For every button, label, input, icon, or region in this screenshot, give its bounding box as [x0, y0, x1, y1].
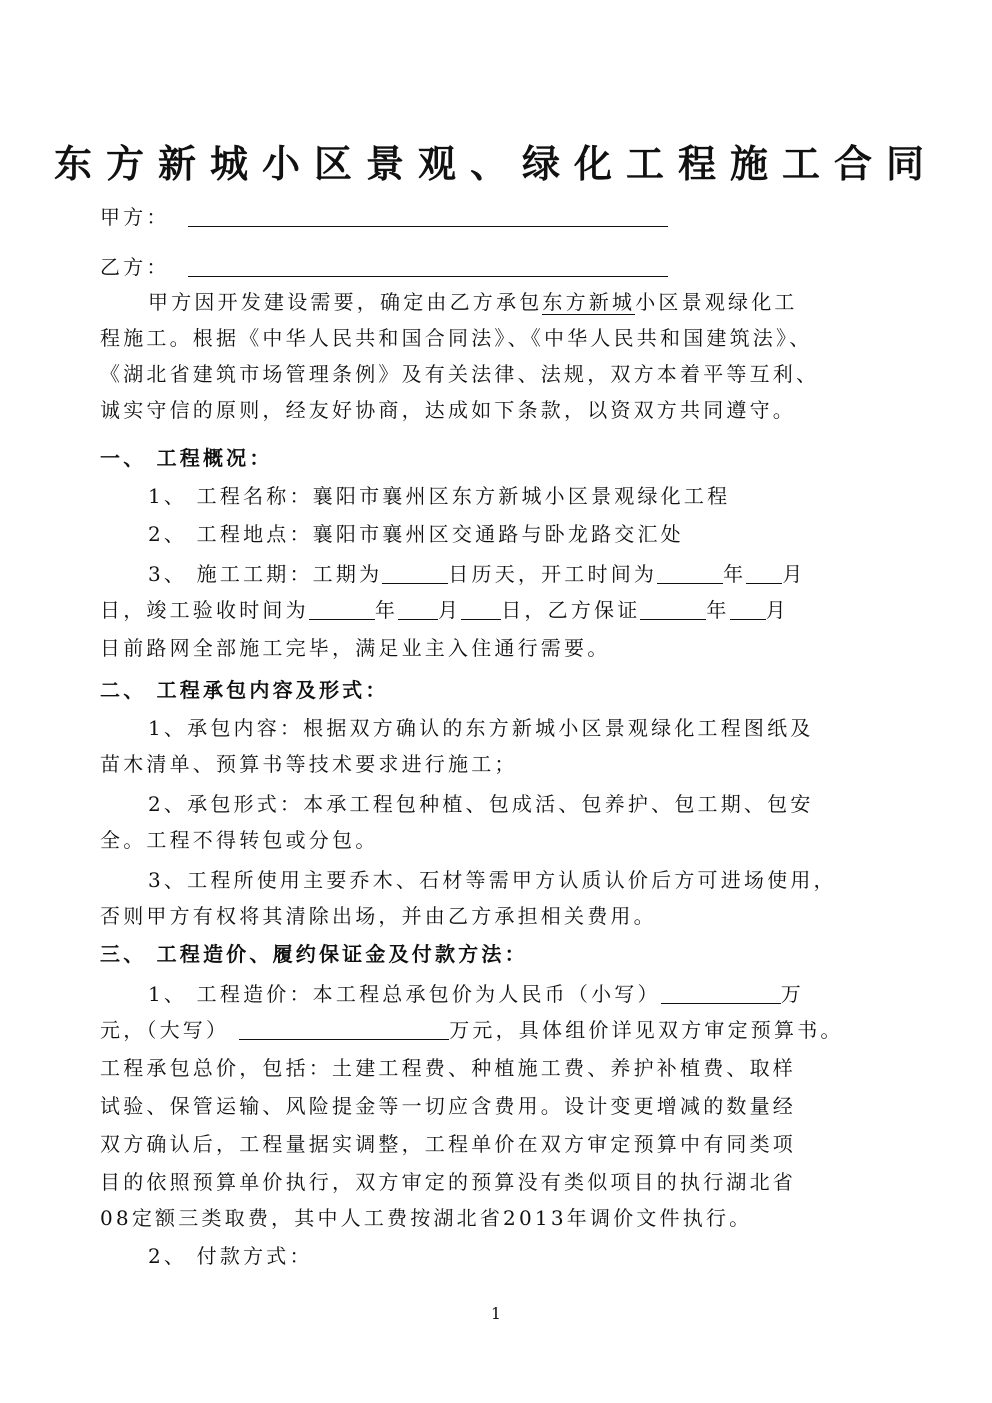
price-numeric-blank[interactable] — [661, 983, 781, 1004]
form-item-line-1: 2、承包形式：本承工程包种植、包成活、包养护、包工期、包安 — [148, 792, 814, 816]
scope-item-line-1: 1、承包内容：根据双方确认的东方新城小区景观绿化工程图纸及 — [148, 716, 814, 740]
price-item-line-4: 试验、保管运输、风险提金等一切应含费用。设计变更增减的数量经 — [100, 1094, 796, 1118]
price-item-line-3: 工程承包总价，包括：土建工程费、种植施工费、养护补植费、取样 — [100, 1056, 796, 1080]
price-item-line-2: 元，（大写） 万元，具体组价详见双方审定预算书。 — [100, 1018, 844, 1042]
intro-line-2: 程施工。根据《中华人民共和国合同法》、《中华人民共和国建筑法》、 — [100, 326, 813, 350]
schedule-item-line-1: 3、 施工工期：工期为 日历天，开工时间为 年 月 — [148, 562, 806, 586]
project-name-item: 1、 工程名称：襄阳市襄州区东方新城小区景观绿化工程 — [148, 484, 731, 508]
section-2-title: 二、 工程承包内容及形式： — [100, 678, 389, 702]
schedule-item-line-2: 日，竣工验收时间为 年 月 日，乙方保证 年 月 — [100, 598, 789, 622]
form-item-line-2: 全。工程不得转包或分包。 — [100, 828, 379, 852]
party-a-line — [100, 205, 900, 229]
scope-item-line-2: 苗木清单、预算书等技术要求进行施工； — [100, 752, 518, 776]
party-b-blank[interactable] — [188, 256, 668, 277]
guarantee-month-blank[interactable] — [730, 599, 766, 620]
intro-line-3: 《湖北省建筑市场管理条例》及有关法律、法规，双方本着平等互利、 — [100, 362, 820, 386]
materials-item-line-1: 3、工程所使用主要乔木、石材等需甲方认质认价后方可进场使用， — [148, 868, 837, 892]
intro-line-4: 诚实守信的原则，经友好协商，达成如下条款，以资双方共同遵守。 — [100, 398, 796, 422]
completion-month-blank[interactable] — [398, 599, 438, 620]
price-item-line-5: 双方确认后，工程量据实调整，工程单价在双方审定预算中有同类项 — [100, 1132, 796, 1156]
party-a-blank[interactable] — [188, 206, 668, 227]
party-b-label: 乙方： — [100, 255, 170, 279]
guarantee-year-blank[interactable] — [640, 599, 706, 620]
contract-title: 东方新城小区景观、绿化工程施工合同 — [53, 141, 938, 186]
schedule-item-line-3: 日前路网全部施工完毕，满足业主入住通行需要。 — [100, 636, 611, 660]
price-item-line-6: 目的依照预算单价执行，双方审定的预算没有类似项目的执行湖北省 — [100, 1170, 796, 1194]
underlined-project-name: 东方新城 — [542, 290, 636, 314]
price-item-line-1: 1、 工程造价：本工程总承包价为人民币（小写） 万 — [148, 982, 804, 1006]
completion-year-blank[interactable] — [309, 599, 375, 620]
project-location-item: 2、 工程地点：襄阳市襄州区交通路与卧龙路交汇处 — [148, 522, 684, 546]
duration-days-blank[interactable] — [382, 563, 448, 584]
section-1-title: 一、 工程概况： — [100, 446, 273, 470]
start-year-blank[interactable] — [657, 563, 723, 584]
price-words-blank[interactable] — [239, 1019, 449, 1040]
start-month-blank[interactable] — [746, 563, 782, 584]
party-a-label: 甲方： — [100, 205, 170, 229]
party-b-line — [100, 255, 900, 279]
materials-item-line-2: 否则甲方有权将其清除出场，并由乙方承担相关费用。 — [100, 904, 657, 928]
page-number: 1 — [490, 1304, 502, 1323]
completion-day-blank[interactable] — [461, 599, 501, 620]
section-3-title: 三、 工程造价、履约保证金及付款方法： — [100, 942, 528, 966]
price-item-line-7: 08定额三类取费，其中人工费按湖北省2013年调价文件执行。 — [100, 1206, 753, 1230]
intro-line-1: 甲方因开发建设需要，确定由乙方承包东方新城小区景观绿化工 — [148, 290, 798, 314]
payment-method-item: 2、 付款方式： — [148, 1244, 313, 1268]
